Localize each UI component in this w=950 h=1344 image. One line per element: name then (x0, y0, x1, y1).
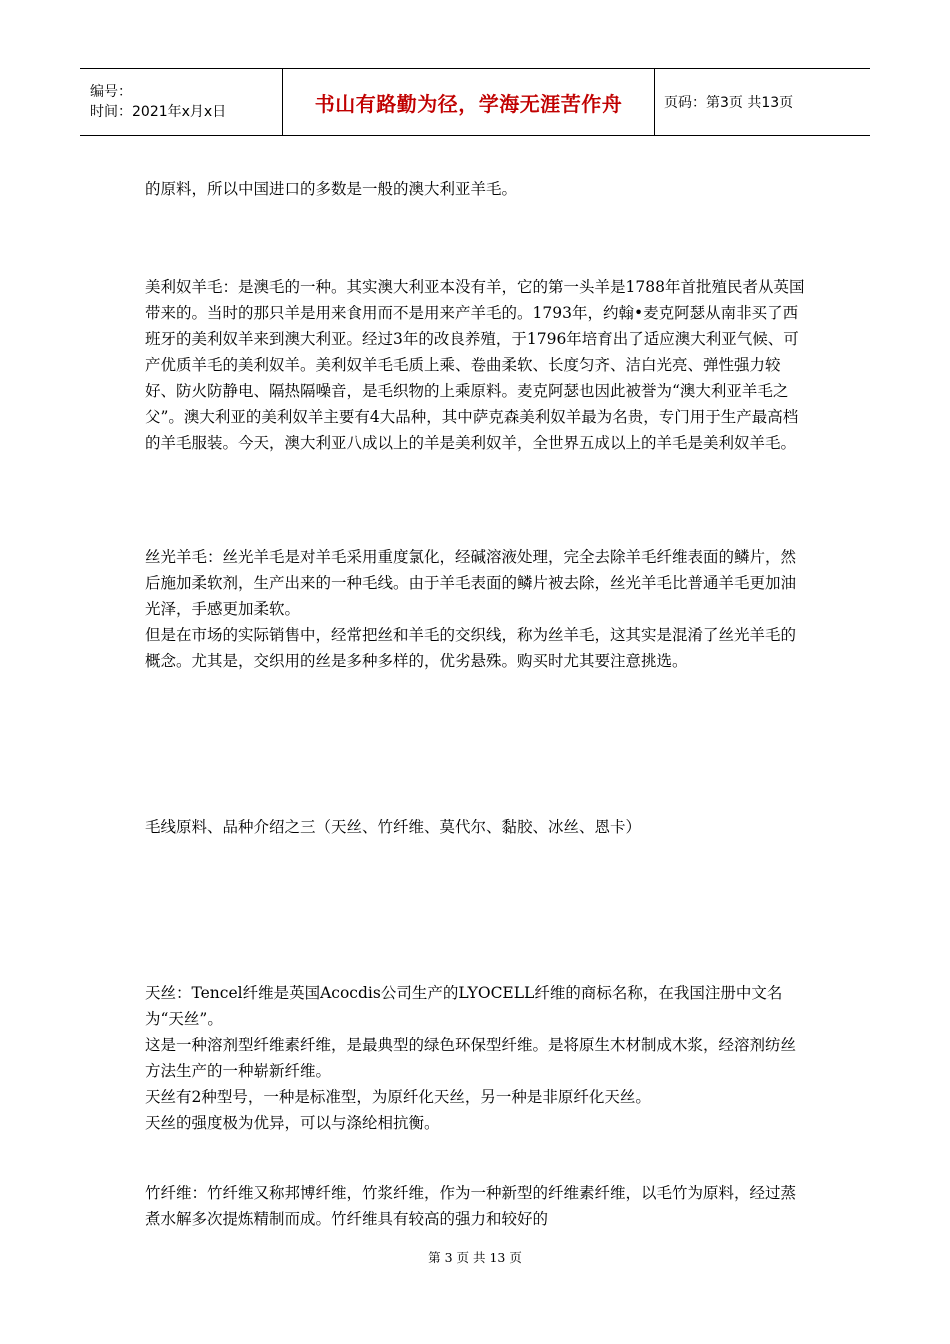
paragraph-text: 丝光羊毛：丝光羊毛是对羊毛采用重度氯化，经碱溶液处理，完全去除羊毛纤维表面的鳞片，然后施加柔软剂，生产出来的一种毛线。由于羊毛表面的鳞片被去除，丝光羊毛比普通羊毛更加油光泽，手感更加柔软。 (145, 548, 797, 618)
page-header (80, 68, 870, 136)
paragraph-text: 天丝有2种型号，一种是标准型，为原纤化天丝，另一种是非原纤化天丝。 (145, 1088, 651, 1106)
paragraph-merino-wool (145, 274, 810, 456)
section-heading (145, 814, 810, 840)
paragraph-text: 天丝的强度极为优异，可以与涤纶相抗衡。 (145, 1114, 440, 1132)
page-footer (0, 1248, 950, 1266)
section-tencel (145, 980, 810, 1136)
paragraph-text: 但是在市场的实际销售中，经常把丝和羊毛的交织线，称为丝羊毛，这其实是混淆了丝光羊毛的概念。尤其是，交织用的丝是多种多样的，优劣悬殊。购买时尤其要注意挑选。 (145, 626, 797, 670)
paragraph-text: 的原料，所以中国进口的多数是一般的澳大利亚羊毛。 (145, 180, 518, 198)
document-number-label: 编号： (90, 84, 132, 100)
header-meta-cell (80, 69, 283, 135)
paragraph-text: 美利奴羊毛：是澳毛的一种。其实澳大利亚本没有羊，它的第一头羊是1788年首批殖民者从英国带来的。当时的那只羊是用来食用而不是用来产羊毛的。1793年，约翰•麦克阿瑟从南非买了西班牙的美利奴羊来到澳大利亚。经过3年的改良养殖，于1796年培育出了适应澳大利亚气候、可产优质羊毛的美利奴羊。美利奴羊毛毛质上乘、卷曲柔软、长度匀齐、洁白光亮、弹性强力较好、防火防静电、隔热隔噪音，是毛织物的上乘原料。麦克阿瑟也因此被誉为“澳大利亚羊毛之父”。澳大利亚的美利奴羊主要有4大品种，其中萨克森美利奴羊最为名贵，专门用于生产最高档的羊毛服装。今天，澳大利亚八成以上的羊是美利奴羊，全世界五成以上的羊毛是美利奴羊毛。 (145, 278, 805, 452)
paragraph-wool-origin (145, 176, 810, 202)
header-motto: 书山有路勤为径，学海无涯苦作舟 (283, 69, 655, 135)
document-time-label: 时间：2021年x月x日 (90, 104, 227, 120)
paragraph-bamboo-fiber (145, 1180, 810, 1232)
footer-page-number: 第 3 页 共 13 页 (428, 1250, 522, 1265)
paragraph-text: 竹纤维：竹纤维又称邦博纤维，竹浆纤维，作为一种新型的纤维素纤维，以毛竹为原料，经过蒸煮水解多次提炼精制而成。竹纤维具有较高的强力和较好的 (145, 1184, 797, 1228)
header-page-info: 页码：第3页 共13页 (664, 95, 794, 111)
paragraph-text: 天丝：Tencel纤维是英国Acocdis公司生产的LYOCELL纤维的商标名称，在我国注册中文名为“天丝”。 (145, 984, 783, 1028)
paragraph-text: 这是一种溶剂型纤维素纤维，是最典型的绿色环保型纤维。是将原生木材制成木浆，经溶剂纺丝方法生产的一种崭新纤维。 (145, 1036, 797, 1080)
heading-text: 毛线原料、品种介绍之三（天丝、竹纤维、莫代尔、黏胶、冰丝、恩卡） (145, 818, 642, 836)
section-mercerized-wool (145, 544, 810, 674)
